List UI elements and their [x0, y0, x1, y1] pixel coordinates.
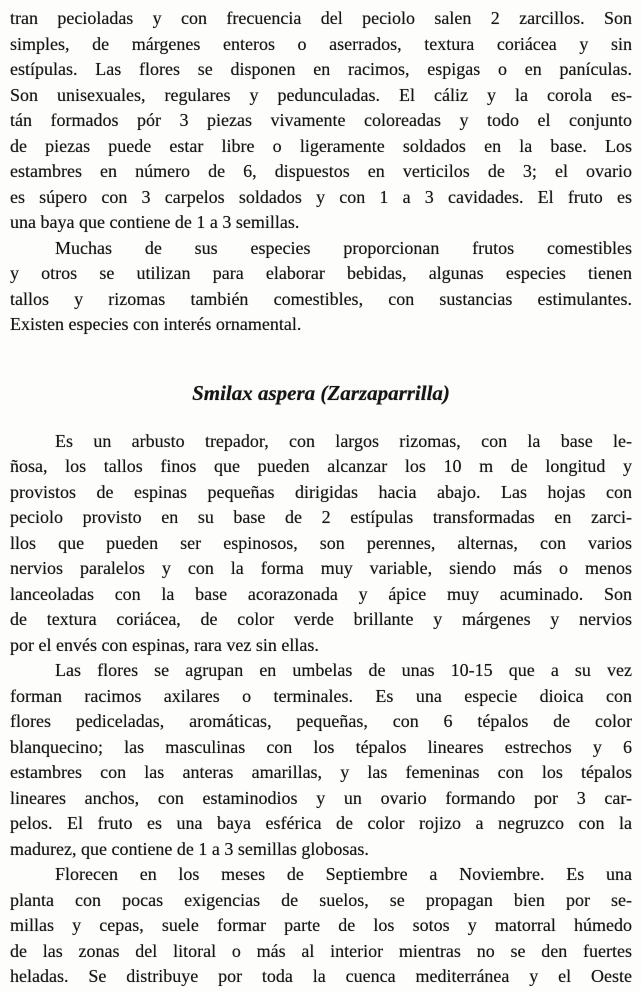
text-line: Florecen en los meses de Septiembre a Noviembre. Es una [55, 864, 632, 884]
text-line: lanceoladas con la base acorazonada y ápice muy acuminado. Son [10, 583, 632, 604]
text-line: estípulas. Las flores se disponen en racimos, espigas o en panículas. [10, 59, 632, 79]
text-line: Existen especies con interés ornamental. [10, 314, 302, 334]
text-line: tán formados pór 3 piezas vivamente coloreadas y todo el conjunto [10, 110, 632, 130]
text-line: lineares anchos, con estaminodios y un ovario formando por 3 car- [10, 787, 632, 808]
paragraph [10, 6, 632, 236]
text-line: Muchas de sus especies proporcionan frutos comestibles [55, 237, 632, 258]
text-line: provistos de espinas pequeñas dirigidas hacia abajo. Las hojas con [10, 481, 632, 502]
text-line: nervios paralelos y con la forma muy variable, siendo más o menos [10, 558, 632, 578]
text-line: estambres con las anteras amarillas, y las femeninas con los tépalos [10, 762, 632, 782]
text-line: millas y cepas, suele formar parte de los sotos y matorral húmedo [10, 915, 632, 935]
species-heading: Smilax aspera (Zarzaparrilla) [192, 380, 450, 405]
text-line: tallos y rizomas también comestibles, con sustancias estimulantes. [10, 288, 632, 309]
text-line: llos que pueden ser espinosos, son perennes, alternas, con varios [10, 532, 632, 553]
text-line: flores pediceladas, aromáticas, pequeñas, con 6 tépalos de color [10, 711, 632, 731]
text-line: y otros se utilizan para elaborar bebidas, algunas especies tienen [10, 263, 632, 283]
text-line: de piezas puede estar libre o ligeramente soldados en la base. Los [10, 135, 632, 156]
text-block-top [10, 6, 632, 338]
text-line: Las flores se agrupan en umbelas de unas 10-15 que a su vez [55, 660, 632, 680]
text-line: peciolo provisto en su base de 2 estípulas transformadas en zarci- [10, 507, 632, 527]
text-line: estambres en número de 6, dispuestos en verticilos de 3; el ovario [10, 161, 632, 181]
text-line: planta con pocas exigencias de suelos, se propagan bien por se- [10, 889, 632, 910]
text-line: Es un arbusto trepador, con largos rizomas, con la base le- [55, 430, 632, 451]
text-line: forman racimos axilares o terminales. Es una especie dioica con [10, 685, 632, 706]
paragraph [10, 236, 632, 338]
text-line: de textura coriácea, de color verde brillante y márgenes y nervios [10, 609, 632, 629]
text-line: de las zonas del litoral o más al interior mientras no se den fuertes [10, 940, 632, 961]
text-line: una baya que contiene de 1 a 3 semillas. [10, 212, 300, 232]
text-line: es súpero con 3 carpelos soldados y con 1 a 3 cavidades. El fruto es [10, 186, 632, 207]
text-line: blanquecino; las masculinas con los tépalos lineares estrechos y 6 [10, 736, 632, 757]
text-line: pelos. El fruto es una baya esférica de color rojizo a negruzco con la [10, 813, 632, 833]
paragraph [10, 862, 632, 990]
text-line: simples, de márgenes enteros o aserrados, textura coriácea y sin [10, 33, 632, 54]
text-line: heladas. Se distribuye por toda la cuenca mediterránea y el Oeste [10, 966, 632, 986]
paragraph [10, 429, 632, 659]
text-line: Son unisexuales, regulares y pedunculadas. El cáliz y la corola es- [10, 84, 632, 105]
text-block-bottom [10, 429, 632, 990]
text-line: madurez, que contiene de 1 a 3 semillas globosas. [10, 838, 369, 859]
text-line: por el envés con espinas, rara vez sin ellas. [10, 634, 319, 655]
text-line: ñosa, los tallos finos que pueden alcanzar los 10 m de longitud y [10, 456, 632, 476]
text-line: tran pecioladas y con frecuencia del peciolo salen 2 zarcillos. Son [10, 8, 632, 28]
paragraph [10, 658, 632, 862]
